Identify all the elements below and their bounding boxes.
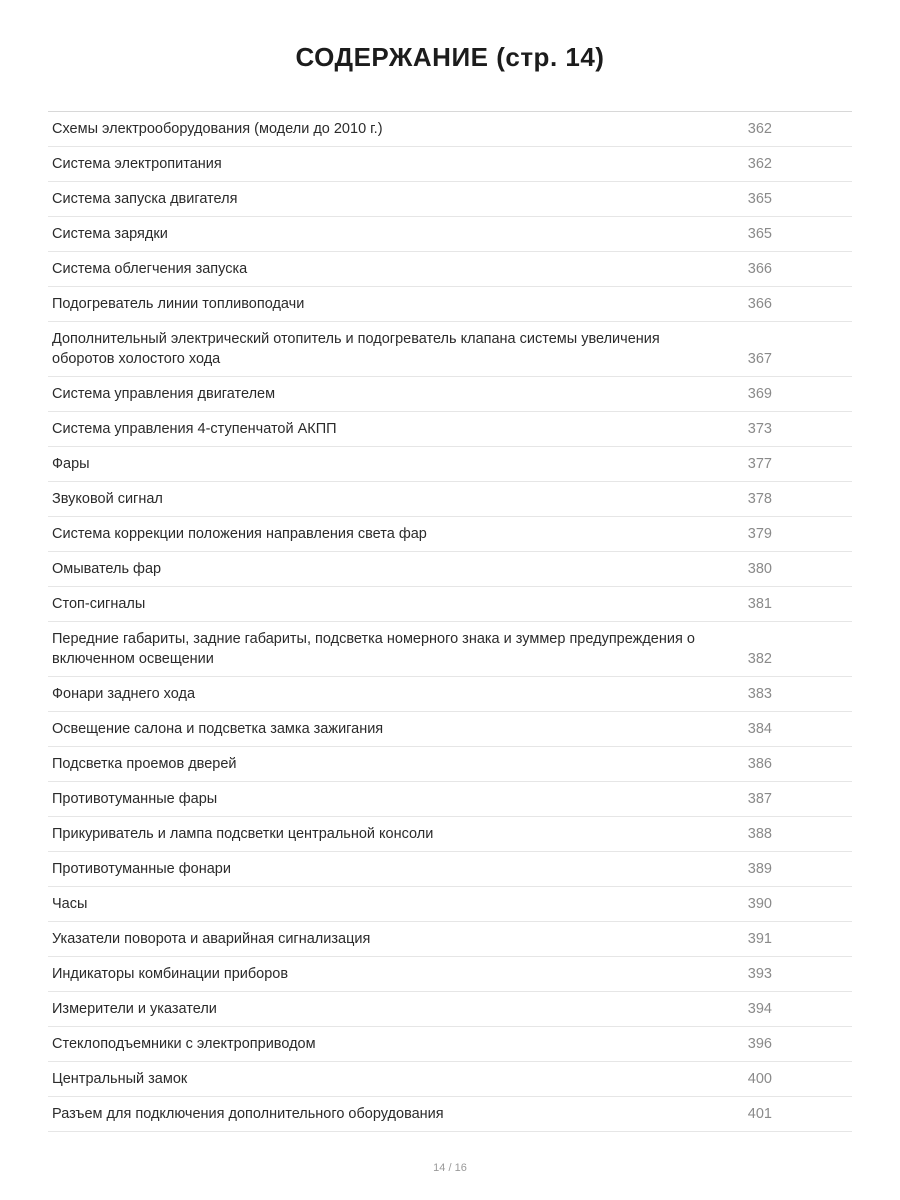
toc-entry[interactable] (48, 852, 852, 887)
toc-entry[interactable] (48, 712, 852, 747)
toc-entry-page-number: 387 (747, 791, 772, 808)
toc-entry-label: Противотуманные фонари (52, 861, 231, 878)
toc-entry-label: Стоп-сигналы (52, 596, 146, 613)
toc-entry[interactable] (48, 147, 852, 182)
toc-entry-page-number: 396 (747, 1036, 772, 1053)
toc-entry-label: Разъем для подключения дополнительного оборудования (52, 1106, 444, 1123)
toc-entry[interactable] (48, 1062, 852, 1097)
toc-entry-page-number: 384 (747, 721, 772, 738)
toc-entry-page-number: 378 (747, 491, 772, 508)
toc-entry-page-number: 388 (747, 826, 772, 843)
page-title: СОДЕРЖАНИЕ (стр. 14) (295, 42, 605, 72)
toc-entry-page-number: 381 (747, 596, 772, 613)
toc-entry-page-number: 394 (747, 1001, 772, 1018)
toc-entry[interactable] (48, 747, 852, 782)
toc-entry-page-number: 391 (747, 931, 772, 948)
toc-entry[interactable] (48, 677, 852, 712)
toc-entry-label: Дополнительный электрический отопитель и подогреватель клапана системы увеличения оборотов холостого хода (52, 331, 660, 368)
toc-entry-label: Схемы электрооборудования (модели до 2010 г.) (52, 121, 383, 138)
toc-entry-label: Звуковой сигнал (52, 491, 163, 508)
toc-entry-page-number: 377 (747, 456, 772, 473)
toc-entry-label: Часы (52, 896, 88, 913)
toc-entry[interactable] (48, 1097, 852, 1132)
toc-entry-label: Система облегчения запуска (52, 261, 248, 278)
toc-entry-page-number: 366 (747, 296, 772, 313)
toc-entry-label: Система зарядки (52, 226, 168, 243)
toc-entry-page-number: 362 (747, 156, 772, 173)
toc-entry-page-number: 400 (747, 1071, 772, 1088)
toc-entry-page-number: 389 (747, 861, 772, 878)
toc-entry-page-number: 367 (747, 351, 772, 368)
toc-entry[interactable] (48, 552, 852, 587)
toc-entry-label: Подсветка проемов дверей (52, 756, 237, 773)
toc-entry-page-number: 393 (747, 966, 772, 983)
toc-entry[interactable] (48, 782, 852, 817)
toc-entry[interactable] (48, 587, 852, 622)
toc-entry[interactable] (48, 112, 852, 147)
toc-entry-label: Система коррекции положения направления света фар (52, 526, 427, 543)
toc-entry[interactable] (48, 182, 852, 217)
toc-entry-label: Указатели поворота и аварийная сигнализация (52, 931, 371, 948)
toc-entry[interactable] (48, 1027, 852, 1062)
toc-entry[interactable] (48, 887, 852, 922)
toc-entry-label: Прикуриватель и лампа подсветки центральной консоли (52, 826, 434, 843)
table-of-contents (48, 112, 852, 1140)
toc-entry-page-number: 390 (747, 896, 772, 913)
toc-entry-label: Индикаторы комбинации приборов (52, 966, 289, 983)
toc-entry-page-number: 365 (747, 191, 772, 208)
toc-entry-page-number: 362 (747, 121, 772, 138)
page-footer: 14 / 16 (433, 1162, 467, 1174)
toc-entry-page-number: 369 (747, 386, 772, 403)
toc-entry[interactable] (48, 322, 852, 377)
toc-entry[interactable] (48, 287, 852, 322)
toc-entry-label: Подогреватель линии топливоподачи (52, 296, 305, 313)
toc-entry-page-number: 380 (747, 561, 772, 578)
toc-entry[interactable] (48, 817, 852, 852)
toc-entry[interactable] (48, 252, 852, 287)
toc-entry[interactable] (48, 992, 852, 1027)
toc-entry[interactable] (48, 922, 852, 957)
toc-entry-page-number: 366 (747, 261, 772, 278)
toc-entry[interactable] (48, 957, 852, 992)
toc-entry-label: Фонари заднего хода (52, 686, 196, 703)
toc-entry-page-number: 379 (747, 526, 772, 543)
toc-entry[interactable] (48, 482, 852, 517)
toc-entry-label: Освещение салона и подсветка замка зажигания (52, 721, 384, 738)
toc-entry-label: Фары (52, 456, 90, 473)
toc-entry[interactable] (48, 412, 852, 447)
toc-entry-label: Система управления двигателем (52, 386, 276, 403)
toc-entry[interactable] (48, 217, 852, 252)
toc-entry-label: Система электропитания (52, 156, 222, 173)
toc-entry-label: Омыватель фар (52, 561, 162, 578)
toc-entry-page-number: 383 (747, 686, 772, 703)
toc-entry-label: Стеклоподъемники с электроприводом (52, 1036, 316, 1053)
toc-entry[interactable] (48, 447, 852, 482)
toc-entry-label: Центральный замок (52, 1071, 188, 1088)
toc-entry-label: Система запуска двигателя (52, 191, 238, 208)
toc-entry[interactable] (48, 517, 852, 552)
toc-entry-page-number: 365 (747, 226, 772, 243)
toc-entry-page-number: 373 (747, 421, 772, 438)
toc-entry-label: Система управления 4-ступенчатой АКПП (52, 421, 337, 438)
toc-entry-page-number: 386 (747, 756, 772, 773)
toc-entry-page-number: 382 (747, 651, 772, 668)
toc-entry-label: Передние габариты, задние габариты, подсветка номерного знака и зуммер предупреждения о включенном освещении (52, 631, 695, 668)
toc-entry-label: Измерители и указатели (52, 1001, 217, 1018)
toc-entry-page-number: 401 (747, 1106, 772, 1123)
toc-entry[interactable] (48, 377, 852, 412)
toc-entry-label: Противотуманные фары (52, 791, 218, 808)
toc-entry[interactable] (48, 622, 852, 677)
